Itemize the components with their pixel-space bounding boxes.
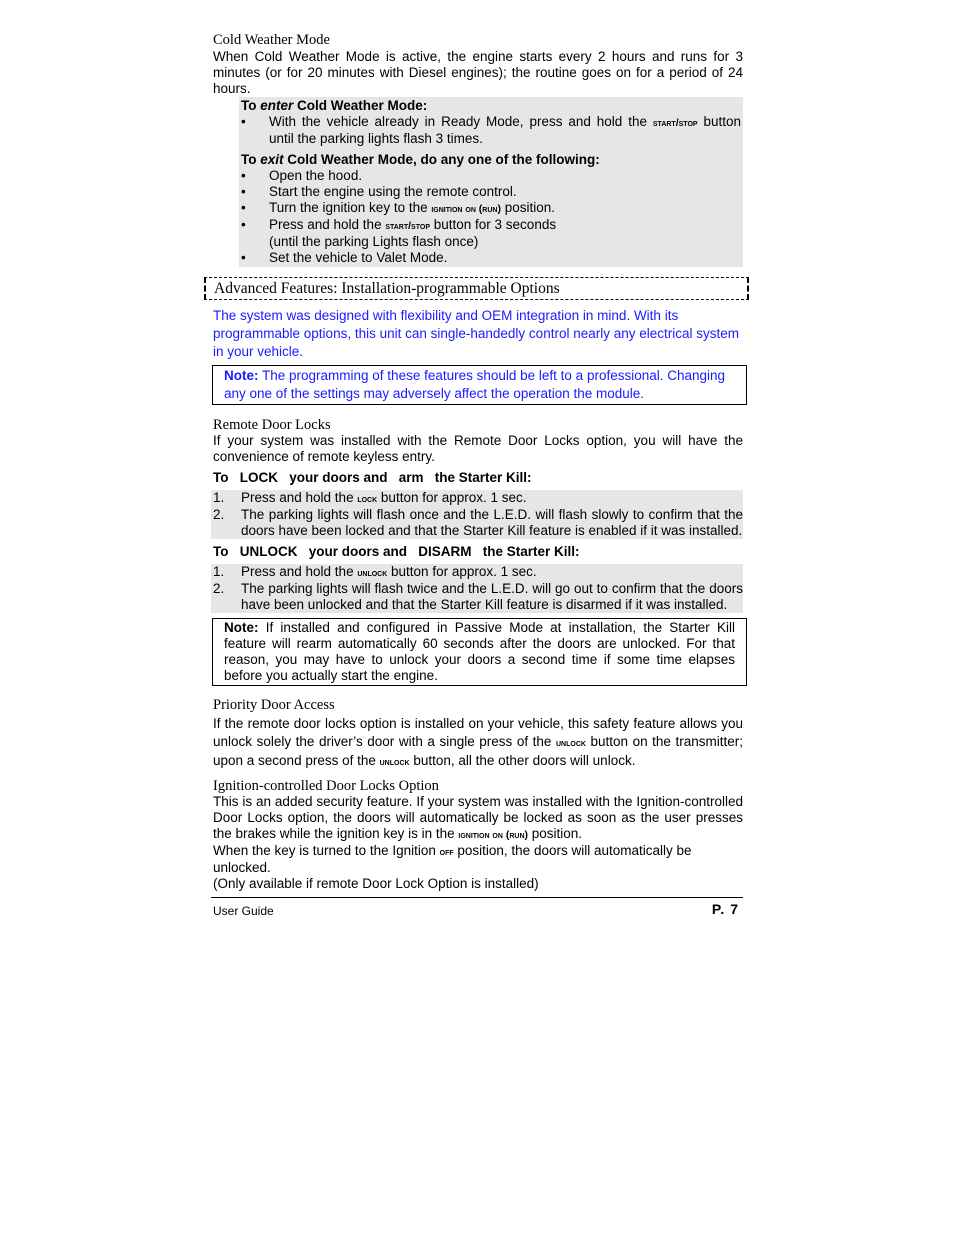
advanced-features-heading: Advanced Features: Installation-programmable Options [204, 277, 749, 300]
footer [211, 897, 743, 919]
enter-cold-title: To enter Cold Weather Mode: [241, 98, 428, 113]
remote-door-locks-heading: Remote Door Locks [213, 417, 331, 433]
cold-weather-box [239, 97, 743, 267]
ignition-door-locks-text: This is an added security feature. If your system was installed with the Ignition-controlled Door Locks option, the doors will automatically be locked as soon as the user presses the brakes while the ignition key is in the ignition on (run) position. [213, 793, 743, 841]
unlock-steps [213, 564, 743, 613]
page-number: P. 7 [711, 901, 739, 917]
document-page [213, 32, 743, 892]
ignition-off-text: When the key is turned to the Ignition off position, the doors will automatically be unlocked. [213, 842, 692, 875]
list-item: • Set the vehicle to Valet Mode. [241, 250, 741, 266]
lock-steps [213, 490, 743, 539]
list-item: • Turn the ignition key to the ignition on (run) position. [241, 200, 741, 217]
exit-cold-title: To exit Cold Weather Mode, do any one of the following: [241, 152, 600, 167]
list-item: 2. The parking lights will flash once and the L.E.D. will flash slowly to confirm that the doors have been locked and that the Starter Kill feature is enabled if it was installed. [213, 507, 743, 538]
programming-note: Note: The programming of these features should be left to a professional. Changing any one of the settings may adversely affect the operation the module. [212, 365, 747, 405]
list-item: 1. Press and hold the unlock button for approx. 1 sec. [213, 564, 537, 579]
enter-cold-list [241, 114, 741, 147]
priority-door-access-text: If the remote door locks option is installed on your vehicle, this safety feature allows you unlock solely the driver’s door with a single press of the unlock button on the transmitter; upon a second press of the unlock button, all the other doors will unlock. [213, 716, 743, 768]
passive-mode-note: Note: If installed and configured in Passive Mode at installation, the Starter Kill feature will rearm automatically 60 seconds after the doors are unlocked. For that reason, you may have to unlock your doors a second time if some time elapses before you actually start the engine. [212, 618, 747, 686]
footer-doc-title: User Guide [213, 904, 274, 918]
unlock-steps-box [211, 564, 743, 613]
lock-steps-box [211, 490, 743, 539]
list-item: 1. Press and hold the lock button for approx. 1 sec. [213, 490, 527, 505]
advanced-intro: The system was designed with flexibility and OEM integration in mind. With its programmable options, this unit can single-handedly control nearly any electrical system in your vehicle. [213, 308, 740, 359]
remote-door-locks-intro: If your system was installed with the Remote Door Locks option, you will have the convenience of remote keyless entry. [213, 433, 743, 464]
list-item: 2. The parking lights will flash twice and the L.E.D. will go out to confirm that the doors have been unlocked and that the Starter Kill feature is disarmed if it was installed. [213, 581, 743, 612]
list-item: • Press and hold the start/stop button for 3 seconds (until the parking Lights flash once) [241, 217, 741, 250]
list-item: • Start the engine using the remote control. [241, 184, 741, 200]
cold-weather-heading: Cold Weather Mode [213, 32, 330, 48]
cold-weather-intro: When Cold Weather Mode is active, the engine starts every 2 hours and runs for 3 minutes (or for 20 minutes with Diesel engines); the routine goes on for a period of 24 hours. [213, 49, 743, 96]
list-item: • With the vehicle already in Ready Mode, press and hold the start/stop button until the parking lights flash 3 times. [241, 114, 741, 147]
ignition-availability-note: (Only available if remote Door Lock Option is installed) [213, 875, 539, 891]
ignition-door-locks-heading: Ignition-controlled Door Locks Option [213, 777, 439, 794]
priority-door-access-heading: Priority Door Access [213, 697, 335, 713]
lock-title: To LOCK your doors and arm the Starter Kill: [213, 470, 532, 485]
unlock-title: To UNLOCK your doors and DISARM the Starter Kill: [213, 544, 580, 559]
list-item: • Open the hood. [241, 168, 741, 184]
exit-cold-list [241, 168, 741, 266]
